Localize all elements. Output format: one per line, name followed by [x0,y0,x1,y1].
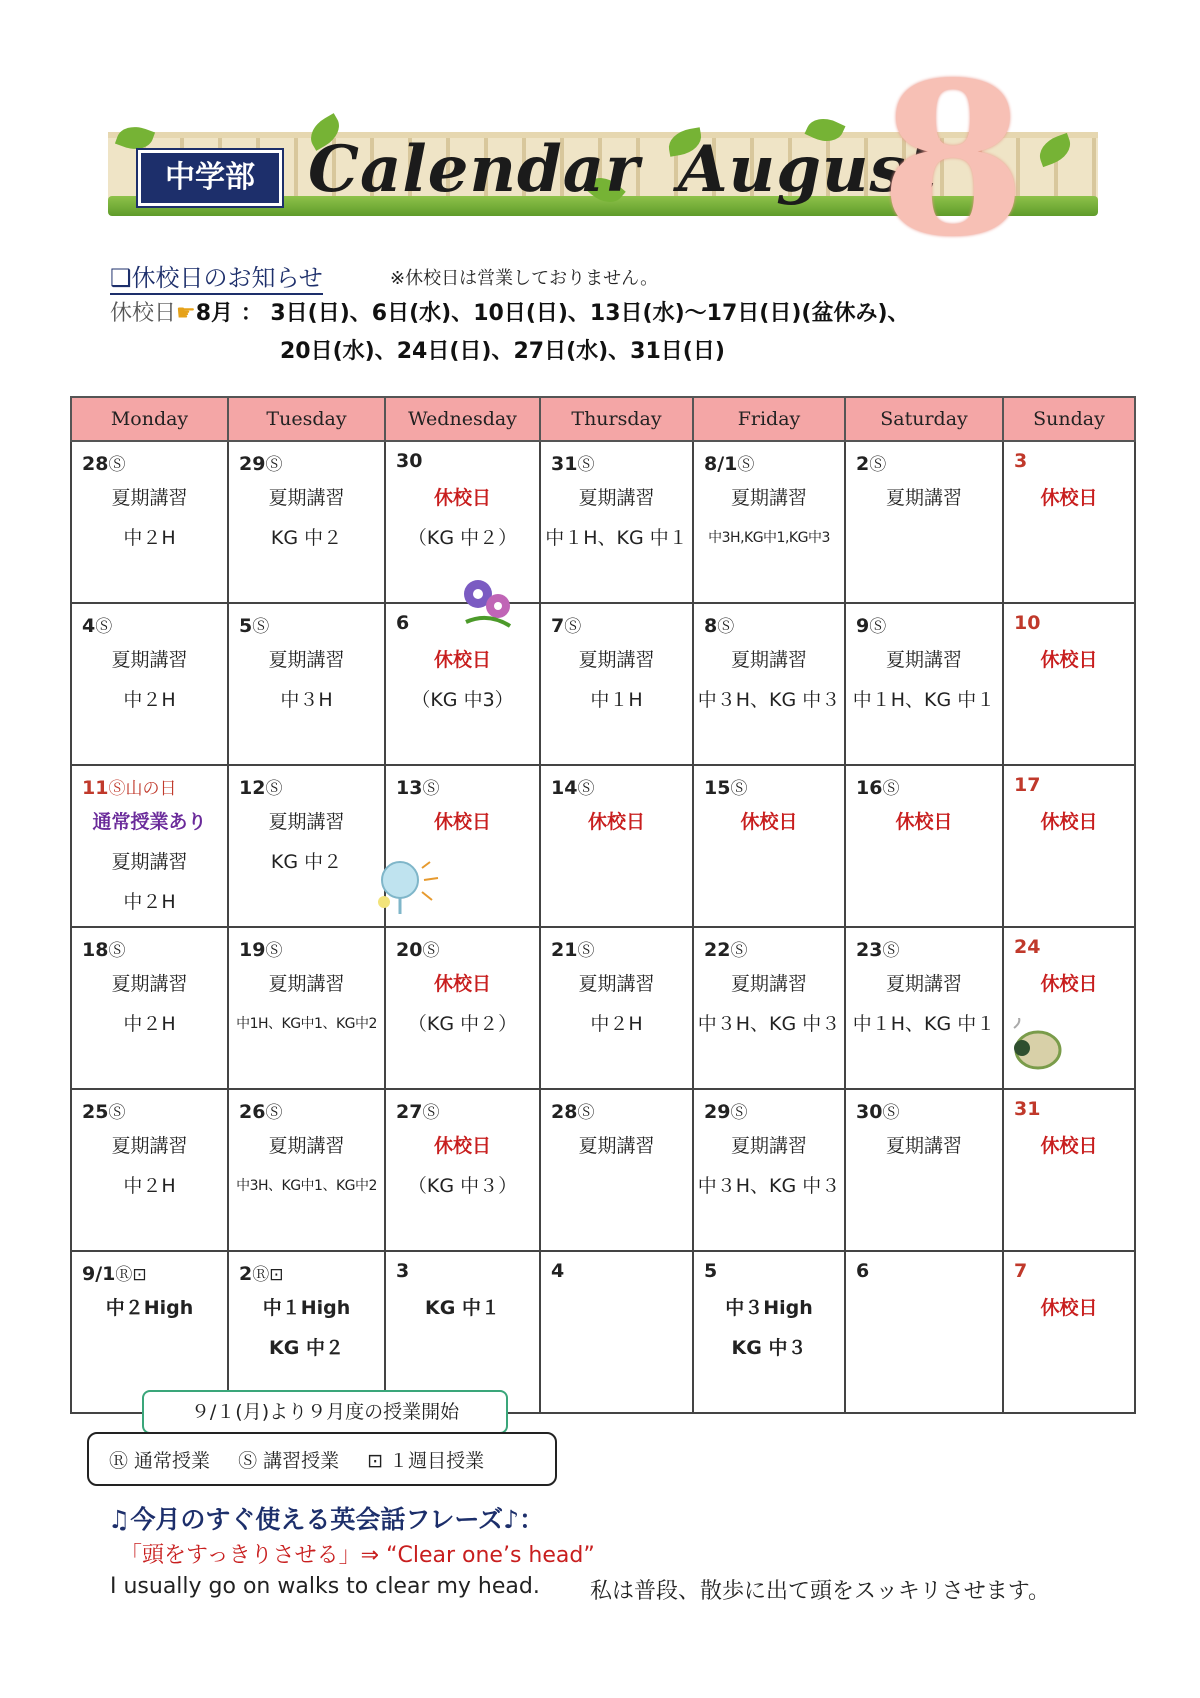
day-marker: Ⓢ [564,617,582,637]
closed-label: 休校日 [433,487,491,509]
closed-label: 休校日 [1040,1135,1098,1157]
day-number: 14Ⓢ [551,777,595,799]
day-marker: Ⓢ [422,779,440,799]
class-info: 夏期講習 [578,1135,655,1157]
class-info: 夏期講習 [885,1135,962,1157]
day-marker: Ⓢ [265,941,283,961]
class-info: 夏期講習 [111,487,188,509]
day-number: 19Ⓢ [239,939,283,961]
day-marker: Ⓢ [422,941,440,961]
day-marker: Ⓢ [265,1103,283,1123]
class-info: 夏期講習 [268,811,345,833]
closure-notice-note: ※休校日は営業しておりません。 [390,268,659,289]
class-info: 夏期講習 [111,649,188,671]
pointing-hand-icon: ☛ [176,301,196,326]
calendar-day-cell[interactable] [540,927,693,1089]
wind-chime-icon [372,858,442,918]
class-info: 夏期講習 [111,851,188,873]
day-number: 15Ⓢ [704,777,748,799]
class-info: 夏期講習 [268,487,345,509]
calendar-week-row [71,603,1135,765]
weekday-header: Sunday [1003,397,1135,441]
calendar-day-cell[interactable] [71,441,228,603]
class-info: 中２H [123,1175,176,1197]
class-info: 中３H、KG 中３ [697,1175,841,1197]
weekday-header: Saturday [845,397,1003,441]
day-number: 31Ⓢ [551,453,595,475]
day-number: 8/1Ⓢ [704,453,755,475]
class-info: 夏期講習 [578,973,655,995]
class-info: （KG 中3） [411,689,514,711]
day-marker: Ⓢ [422,1103,440,1123]
calendar-day-cell[interactable] [385,1251,540,1413]
day-marker: Ⓡ⊡ [115,1265,147,1285]
class-info: 夏期講習 [730,487,807,509]
calendar-day-cell[interactable] [845,1251,1003,1413]
calendar-day-cell[interactable] [1003,603,1135,765]
calendar-day-cell[interactable] [1003,765,1135,927]
calendar-day-cell[interactable] [385,927,540,1089]
class-info: 中１H、KG 中１ [852,689,996,711]
calendar-day-cell[interactable] [1003,1251,1135,1413]
closed-label: 休校日 [587,811,645,833]
day-number: 6 [396,612,410,634]
mosquito-coil-pig-icon [1008,1018,1066,1076]
day-marker: Ⓢ [108,1103,126,1123]
calendar-day-cell[interactable] [228,765,385,927]
day-marker: Ⓢ [577,941,595,961]
class-info: KG 中２ [270,527,343,549]
weekday-header: Tuesday [228,397,385,441]
calendar-day-cell[interactable] [1003,441,1135,603]
closure-dates-line-1: 休校日☛8月 ： 3日(日)、6日(水)、10日(日)、13日(水)～17日(日)(盆休み)、 [110,301,910,326]
september-start-note: ９/１(月)より９月度の授業開始 [142,1390,508,1434]
day-number: 29Ⓢ [704,1101,748,1123]
phrase-example-japanese: 私は普段、散歩に出て頭をスッキリさせます。 [590,1579,1051,1604]
class-info: 夏期講習 [268,1135,345,1157]
calendar-week-row [71,765,1135,927]
day-number: 2Ⓢ [856,453,887,475]
day-number: 2Ⓡ⊡ [239,1263,284,1285]
phrase-heading: ♫今月のすぐ使える英会話フレーズ♪： [108,1505,545,1534]
class-info: 中２High [105,1297,194,1319]
class-info: 中3H,KG中1,KG中3 [708,530,830,546]
calendar-day-cell[interactable] [693,927,845,1089]
calendar-day-cell[interactable] [845,927,1003,1089]
calendar-day-cell[interactable] [693,1089,845,1251]
class-info: 夏期講習 [730,1135,807,1157]
class-info: 夏期講習 [730,649,807,671]
day-number: 22Ⓢ [704,939,748,961]
closure-notice-heading: ❑休校日のお知らせ [110,258,323,293]
calendar-day-cell[interactable] [693,441,845,603]
day-marker: Ⓢ山の日 [108,779,177,799]
closed-label: 休校日 [433,1135,491,1157]
closed-label: 休校日 [1040,973,1098,995]
closed-label: 休校日 [1040,649,1098,671]
day-number: 12Ⓢ [239,777,283,799]
schedule-legend [87,1432,557,1486]
day-number: 20Ⓢ [396,939,440,961]
class-info: 中２H [123,1013,176,1035]
closure-label: 休校日 [110,301,177,326]
day-number: 4 [551,1260,565,1282]
class-info: 夏期講習 [578,487,655,509]
day-number: 30Ⓢ [856,1101,900,1123]
calendar-day-cell[interactable] [540,1089,693,1251]
day-marker: Ⓢ [577,455,595,475]
class-info: KG 中３ [731,1337,807,1359]
day-marker: Ⓢ [95,617,113,637]
closure-dates-line-2: 20日(水)、24日(日)、27日(水)、31日(日) [280,339,725,364]
closed-label: 休校日 [433,811,491,833]
class-info: KG 中２ [269,1337,344,1359]
class-info: 中１H、KG 中１ [852,1013,996,1035]
class-info: KG 中２ [270,851,343,873]
day-number: 16Ⓢ [856,777,900,799]
day-marker: Ⓢ [577,1103,595,1123]
class-info: 夏期講習 [885,487,962,509]
day-number: 8Ⓢ [704,615,735,637]
day-marker: Ⓢ [730,941,748,961]
calendar-day-cell[interactable] [228,927,385,1089]
day-number: 3 [396,1260,410,1282]
class-info: 中３H [280,689,333,711]
calendar-day-cell[interactable] [228,1251,385,1413]
calendar-day-cell[interactable] [693,1251,845,1413]
calendar-day-cell[interactable] [540,1251,693,1413]
day-number: 18Ⓢ [82,939,126,961]
calendar-day-cell[interactable] [540,603,693,765]
class-info: 通常授業あり [92,811,207,833]
class-info: 中１High [262,1297,351,1319]
class-info: 夏期講習 [885,649,962,671]
day-number: 28Ⓢ [551,1101,595,1123]
calendar-week-row [71,1251,1135,1413]
month-number: 8 [880,36,1027,283]
calendar-day-cell[interactable] [845,765,1003,927]
class-info: 中３H、KG 中３ [697,689,841,711]
day-marker: Ⓢ [717,617,735,637]
day-number: 28Ⓢ [82,453,126,475]
day-number: 23Ⓢ [856,939,900,961]
calendar-day-cell[interactable] [71,603,228,765]
day-number: 6 [856,1260,870,1282]
day-marker: Ⓢ [730,779,748,799]
day-marker: Ⓢ [252,617,270,637]
closed-label: 休校日 [1040,487,1098,509]
day-number: 27Ⓢ [396,1101,440,1123]
day-number: 31 [1014,1098,1041,1120]
class-info: 夏期講習 [111,973,188,995]
class-info: 中２H [590,1013,643,1035]
calendar-day-cell[interactable] [71,1251,228,1413]
day-number: 26Ⓢ [239,1101,283,1123]
weekday-header: Monday [71,397,228,441]
weekday-header: Thursday [540,397,693,441]
legend-regular: Ⓡ 通常授業 [109,1450,211,1472]
class-info: （KG 中２） [407,527,518,549]
weekday-header: Wednesday [385,397,540,441]
class-info: 夏期講習 [268,649,345,671]
day-number: 13Ⓢ [396,777,440,799]
day-number: 9Ⓢ [856,615,887,637]
closed-label: 休校日 [433,649,491,671]
closed-label: 休校日 [740,811,798,833]
day-number: 17 [1014,774,1041,796]
day-number: 4Ⓢ [82,615,113,637]
class-info: 中1H、KG中1、KG中2 [236,1016,377,1032]
class-info: 夏期講習 [578,649,655,671]
calendar-week-row [71,1089,1135,1251]
class-info: 中3H、KG中1、KG中2 [236,1178,377,1194]
day-number: 3 [1014,450,1028,472]
calendar-week-row [71,441,1135,603]
class-info: KG 中１ [425,1297,500,1319]
calendar-day-cell[interactable] [71,765,228,927]
day-number: 29Ⓢ [239,453,283,475]
class-info: 夏期講習 [730,973,807,995]
class-info: （KG 中３） [407,1175,518,1197]
legend-first-week: ⊡ １週目授業 [367,1450,485,1472]
calendar-week-row [71,927,1135,1089]
day-marker: Ⓢ [265,455,283,475]
class-info: 中３High [725,1297,813,1319]
class-info: （KG 中２） [407,1013,518,1035]
day-number: 7Ⓢ [551,615,582,637]
calendar-day-cell[interactable] [693,603,845,765]
day-marker: Ⓢ [882,779,900,799]
title-calendar: Calendar [308,132,640,207]
calendar-day-cell[interactable] [540,765,693,927]
calendar-day-cell[interactable] [228,603,385,765]
phrase-of-month: 「頭をすっきりさせる」⇒ “Clear one’s head” [120,1543,595,1568]
day-marker: Ⓢ [108,941,126,961]
day-marker: Ⓢ [869,617,887,637]
closed-label: 休校日 [895,811,953,833]
closed-label: 休校日 [1040,1297,1098,1319]
day-marker: Ⓢ [737,455,755,475]
calendar-day-cell[interactable] [228,441,385,603]
day-number: 10 [1014,612,1041,634]
phrase-example-english: I usually go on walks to clear my head. [110,1574,540,1599]
calendar-day-cell[interactable] [845,1089,1003,1251]
calendar-day-cell[interactable] [385,1089,540,1251]
class-info: 中２H [123,527,176,549]
calendar-day-cell[interactable] [228,1089,385,1251]
class-info: 夏期講習 [111,1135,188,1157]
class-info: 中１H、KG 中１ [545,527,688,549]
legend-seasonal: Ⓢ 講習授業 [238,1450,340,1472]
day-marker: Ⓢ [577,779,595,799]
day-marker: Ⓢ [869,455,887,475]
calendar-day-cell[interactable] [845,603,1003,765]
calendar-day-cell[interactable] [71,927,228,1089]
day-number: 5 [704,1260,718,1282]
day-number: 25Ⓢ [82,1101,126,1123]
weekday-header-row [71,397,1135,441]
calendar-day-cell[interactable] [540,441,693,603]
day-marker: Ⓢ [730,1103,748,1123]
weekday-header: Friday [693,397,845,441]
division-badge: 中学部 [138,150,282,206]
closed-label: 休校日 [1040,811,1098,833]
class-info: 夏期講習 [885,973,962,995]
day-number: 9/1Ⓡ⊡ [82,1263,147,1285]
day-number: 30 [396,450,423,472]
class-info: 中２H [123,689,176,711]
calendar-day-cell[interactable] [693,765,845,927]
class-info: 夏期講習 [268,973,345,995]
day-number: 7 [1014,1260,1028,1282]
title-month: August [678,132,938,207]
calendar-day-cell[interactable] [71,1089,228,1251]
class-info: 中２H [123,891,176,913]
day-marker: Ⓢ [882,1103,900,1123]
day-number: 24 [1014,936,1041,958]
day-marker: Ⓢ [882,941,900,961]
calendar-day-cell[interactable] [845,441,1003,603]
day-marker: Ⓡ⊡ [252,1265,284,1285]
calendar-day-cell[interactable] [1003,1089,1135,1251]
day-marker: Ⓢ [108,455,126,475]
day-number: 21Ⓢ [551,939,595,961]
closed-label: 休校日 [433,973,491,995]
morning-glory-icon [458,572,518,632]
class-info: 中３H、KG 中３ [697,1013,841,1035]
calendar-table [70,396,1136,1414]
day-number: 5Ⓢ [239,615,270,637]
day-marker: Ⓢ [265,779,283,799]
day-number: 11Ⓢ山の日 [82,777,177,799]
class-info: 中１H [590,689,643,711]
